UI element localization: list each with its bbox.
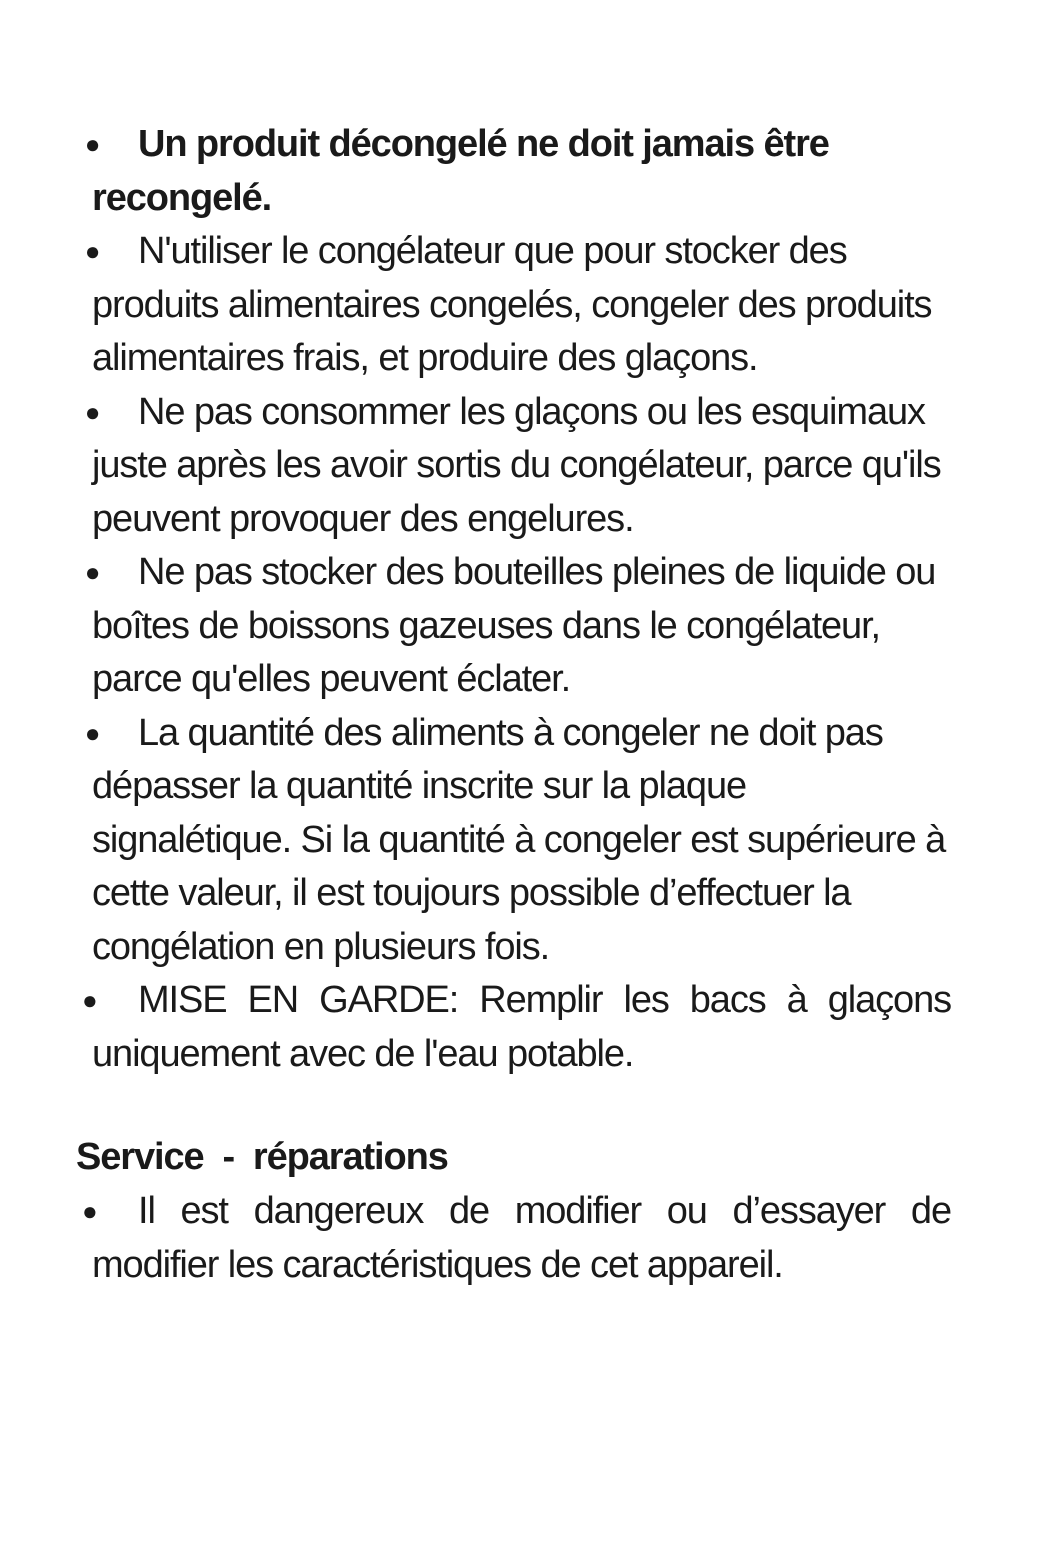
list-item-text: N'utiliser le congélateur que pour stocker des produits alimentaires congelés, congeler des produits alimentaires frais, et produire des glaçons. [92,230,932,379]
bullet-icon: ● [84,396,100,427]
list-item-text: Un produit décongelé ne doit jamais être recongelé. [92,123,829,219]
service-list [76,1185,951,1292]
bullet-icon: ● [84,717,100,748]
list-item [76,546,951,707]
list-item [76,707,951,975]
list-item [76,1185,951,1292]
list-item [76,118,951,225]
list-item [76,386,951,547]
list-item [76,225,951,386]
section-heading: Service - réparations [76,1136,448,1178]
list-item-text: Ne pas stocker des bouteilles pleines de liquide ou boîtes de boissons gazeuses dans le congélateur, parce qu'elles peuvent éclater. [92,551,936,700]
safety-list [76,118,951,1081]
bullet-icon: ● [84,236,100,266]
bullet-icon: ● [82,985,97,1015]
bullet-icon: ● [84,557,100,587]
list-item-text: La quantité des aliments à congeler ne doit pas dépasser la quantité inscrite sur la plaque signalétique. Si la quantité à congeler est supérieure à cette valeur, il est toujours possible d’effectuer la congélation en plusieurs fois. [92,711,946,968]
list-item-text: Il est dangereux de modifier ou d’essayer de modifier les caractéristiques de cet appareil. [92,1190,951,1286]
bullet-icon: ● [84,129,100,159]
document-page [76,118,951,1292]
list-item [76,974,951,1081]
bullet-icon: ● [82,1196,97,1226]
list-item-text: MISE EN GARDE: Remplir les bacs à glaçons uniquement avec de l'eau potable. [92,979,951,1075]
list-item-text: Ne pas consommer les glaçons ou les esquimaux juste après les avoir sortis du congélateur, parce qu'ils peuvent provoquer des engelures. [92,390,941,540]
